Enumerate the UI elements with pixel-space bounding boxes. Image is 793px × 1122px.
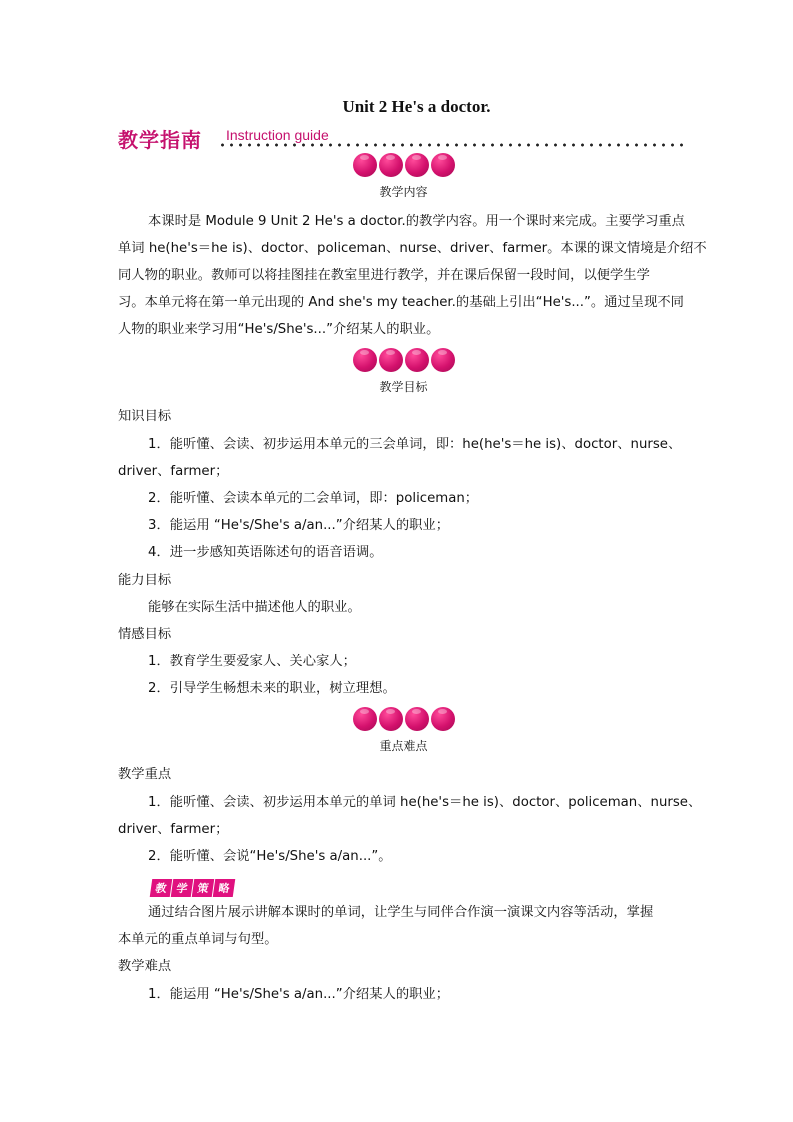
- content-line: 人物的职业来学习用“He's/She's...”介绍某人的职业。: [118, 322, 440, 337]
- guide-title-en: Instruction guide: [226, 127, 329, 143]
- heart-decoration: [14, 153, 793, 177]
- focus-item: driver、farmer；: [118, 822, 229, 837]
- content-line: 本课时是 Module 9 Unit 2 He's a doctor.的教学内容。用一个课时来完成。主要学习重点: [148, 214, 685, 229]
- knowledge-item: 2．能听懂、会读本单元的二会单词，即：policeman；: [148, 491, 479, 506]
- section-label: 教学内容: [379, 185, 428, 199]
- section-key-points: [0, 707, 793, 754]
- dotted-divider: [218, 143, 684, 147]
- knowledge-item: driver、farmer；: [118, 464, 229, 479]
- badge-char: 教: [150, 879, 173, 897]
- strategy-line: 通过结合图片展示讲解本课时的单词，让学生与同伴合作演一演课文内容等活动，掌握: [148, 905, 654, 920]
- focus-heading: 教学重点: [118, 767, 172, 782]
- section-label: 教学目标: [379, 380, 428, 394]
- knowledge-item: 1．能听懂、会读、初步运用本单元的三会单词，即：he(he's＝he is)、doctor、nurse、: [148, 437, 682, 452]
- heart-icon: [379, 348, 403, 372]
- emotion-item: 1．教育学生要爱家人、关心家人；: [148, 654, 356, 669]
- knowledge-item: 4．进一步感知英语陈述句的语音语调。: [148, 545, 383, 560]
- badge-char: 策: [192, 879, 215, 897]
- heart-icon: [353, 707, 377, 731]
- heart-icon: [353, 348, 377, 372]
- heart-icon: [379, 153, 403, 177]
- instruction-guide-header: [118, 124, 684, 154]
- heart-icon: [379, 707, 403, 731]
- badge-char: 学: [171, 879, 194, 897]
- ability-text: 能够在实际生活中描述他人的职业。: [148, 600, 361, 615]
- section-label: 重点难点: [379, 739, 428, 753]
- difficulty-heading: 教学难点: [118, 959, 172, 974]
- content-line: 习。本单元将在第一单元出现的 And she's my teacher.的基础上引出“He's...”。通过呈现不同: [118, 295, 684, 310]
- emotion-heading: 情感目标: [118, 627, 172, 642]
- heart-icon: [353, 153, 377, 177]
- heart-icon: [431, 707, 455, 731]
- heart-icon: [405, 153, 429, 177]
- heart-icon: [405, 707, 429, 731]
- document-title: Unit 2 He's a doctor.: [342, 97, 491, 116]
- content-line: 同人物的职业。教师可以将挂图挂在教室里进行教学，并在课后保留一段时间，以便学生学: [118, 268, 650, 283]
- heart-decoration: [14, 348, 793, 372]
- ability-heading: 能力目标: [118, 573, 172, 588]
- knowledge-item: 3．能运用 “He's/She's a/an...”介绍某人的职业；: [148, 518, 450, 533]
- section-teaching-goals: [0, 348, 793, 395]
- content-line: 单词 he(he's＝he is)、doctor、policeman、nurse、driver、farmer。本课的课文情境是介绍不: [118, 241, 707, 256]
- guide-title-cn: 教学指南: [118, 128, 202, 152]
- emotion-item: 2．引导学生畅想未来的职业，树立理想。: [148, 681, 396, 696]
- strategy-badge: [151, 879, 234, 897]
- focus-item: 1．能听懂、会读、初步运用本单元的单词 he(he's＝he is)、doctor、policeman、nurse、: [148, 795, 702, 810]
- knowledge-heading: 知识目标: [118, 409, 172, 424]
- section-teaching-content: [0, 153, 793, 200]
- heart-icon: [405, 348, 429, 372]
- difficulty-item: 1．能运用 “He's/She's a/an...”介绍某人的职业；: [148, 987, 450, 1002]
- heart-icon: [431, 153, 455, 177]
- heart-icon: [431, 348, 455, 372]
- heart-decoration: [14, 707, 793, 731]
- strategy-line: 本单元的重点单词与句型。: [118, 932, 278, 947]
- badge-char: 略: [213, 879, 236, 897]
- focus-item: 2．能听懂、会说“He's/She's a/an...”。: [148, 849, 392, 864]
